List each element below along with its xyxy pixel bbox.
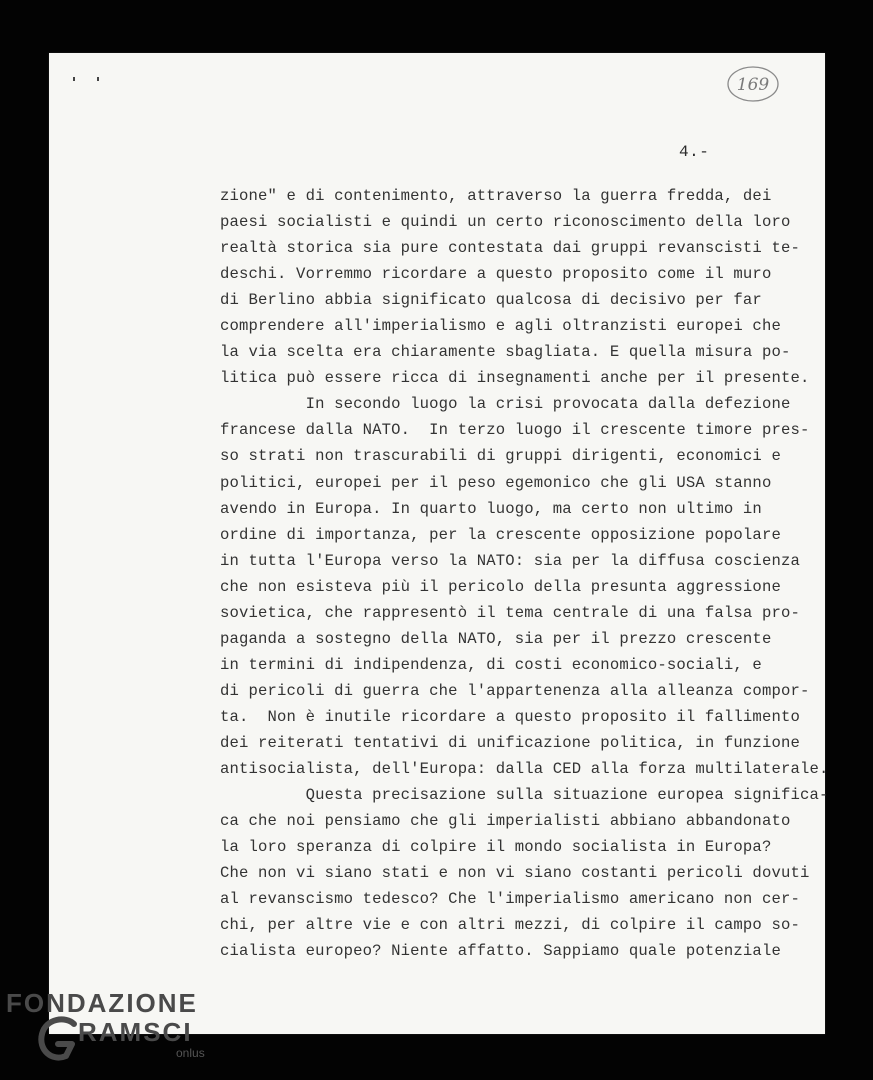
text-line: cialista europeo? Niente affatto. Sappiamo quale potenziale bbox=[220, 942, 781, 961]
text-line: in termini di indipendenza, di costi economico-sociali, e bbox=[220, 655, 762, 674]
text-line: avendo in Europa. In quarto luogo, ma certo non ultimo in bbox=[220, 499, 762, 518]
text-line: so strati non trascurabili di gruppi dirigenti, economici e bbox=[220, 447, 781, 466]
text-line: paganda a sostegno della NATO, sia per il prezzo crescente bbox=[220, 629, 772, 648]
text-line: francese dalla NATO. In terzo luogo il crescente timore pres- bbox=[220, 421, 810, 440]
text-line: di pericoli di guerra che l'appartenenza alla alleanza compor- bbox=[220, 681, 810, 700]
text-line: di Berlino abbia significato qualcosa di decisivo per far bbox=[220, 291, 762, 310]
text-line: deschi. Vorremmo ricordare a questo proposito come il muro bbox=[220, 265, 772, 284]
text-line: la via scelta era chiaramente sbagliata. E quella misura po- bbox=[220, 343, 791, 362]
text-line: paesi socialisti e quindi un certo riconoscimento della loro bbox=[220, 213, 791, 232]
logo-text-line2: RAMSCI bbox=[78, 1017, 193, 1047]
text-line: In secondo luogo la crisi provocata dalla defezione bbox=[220, 395, 791, 414]
corner-marks bbox=[73, 77, 113, 87]
text-line: ordine di importanza, per la crescente opposizione popolare bbox=[220, 525, 781, 544]
text-line: zione" e di contenimento, attraverso la guerra fredda, dei bbox=[220, 187, 772, 205]
text-line: Questa precisazione sulla situazione europea significa- bbox=[220, 786, 829, 805]
stamp-oval-icon bbox=[726, 64, 780, 104]
text-line: politici, europei per il peso egemonico che gli USA stanno bbox=[220, 473, 772, 492]
text-line: comprendere all'imperialismo e agli oltranzisti europei che bbox=[220, 317, 781, 336]
gramsci-g-icon bbox=[36, 1014, 80, 1064]
page-stamp bbox=[726, 64, 780, 104]
text-line: sovietica, che rappresentò il tema centrale di una falsa pro- bbox=[220, 603, 800, 622]
logo-text-line3: onlus bbox=[176, 1046, 205, 1060]
text-line: che non esisteva più il pericolo della presunta aggressione bbox=[220, 577, 781, 596]
stamp-number: 169 bbox=[736, 75, 770, 95]
logo-text-line1: FONDAZIONE bbox=[6, 988, 198, 1018]
text-line: dei reiterati tentativi di unificazione politica, in funzione bbox=[220, 733, 800, 752]
text-line: ca che noi pensiamo che gli imperialisti abbiano abbandonato bbox=[220, 812, 791, 831]
page-number: 4.- bbox=[679, 143, 710, 161]
text-line: ta. Non è inutile ricordare a questo proposito il fallimento bbox=[220, 707, 800, 726]
text-line: al revanscismo tedesco? Che l'imperialismo americano non cer- bbox=[220, 890, 800, 909]
fondazione-gramsci-logo bbox=[6, 988, 226, 1076]
corner-mark bbox=[97, 77, 99, 81]
typewritten-body bbox=[220, 183, 829, 964]
text-line: antisocialista, dell'Europa: dalla CED alla forza multilaterale. bbox=[220, 760, 829, 779]
text-line: chi, per altre vie e con altri mezzi, di colpire il campo so- bbox=[220, 916, 800, 935]
text-line: la loro speranza di colpire il mondo socialista in Europa? bbox=[220, 838, 772, 857]
text-line: realtà storica sia pure contestata dai gruppi revanscisti te- bbox=[220, 239, 800, 258]
text-line: Che non vi siano stati e non vi siano costanti pericoli dovuti bbox=[220, 864, 810, 883]
text-line: in tutta l'Europa verso la NATO: sia per la diffusa coscienza bbox=[220, 551, 800, 570]
corner-mark bbox=[73, 77, 75, 81]
text-line: litica può essere ricca di insegnamenti anche per il presente. bbox=[220, 369, 810, 388]
